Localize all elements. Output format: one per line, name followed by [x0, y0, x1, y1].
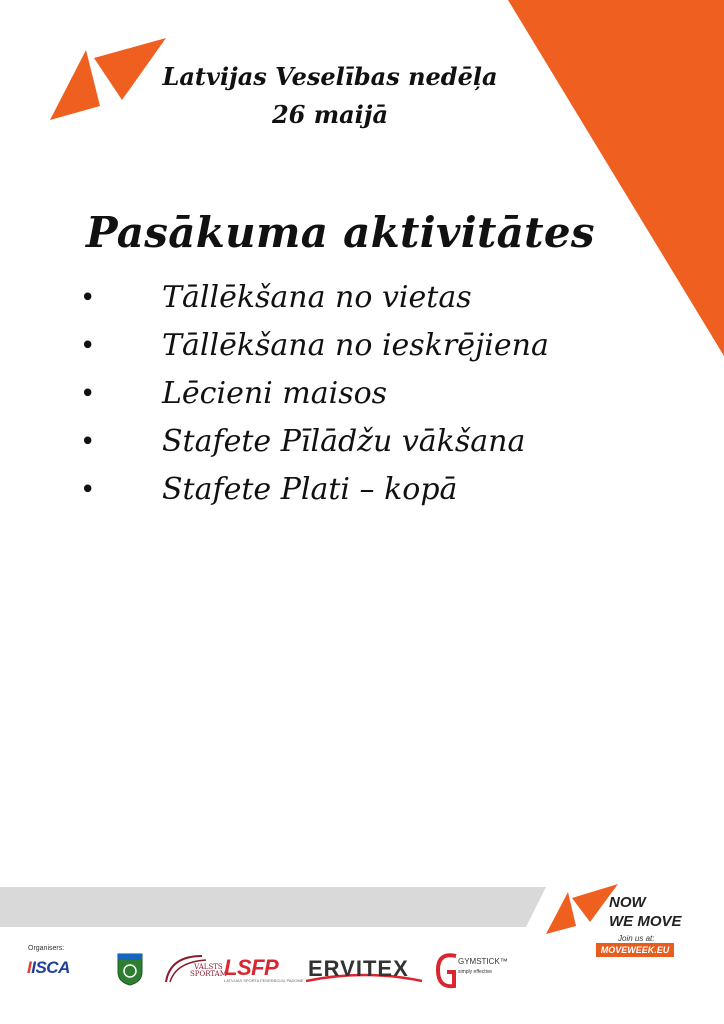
brand-line2: WE MOVE	[609, 913, 682, 930]
page-title: Pasākuma aktivitātes	[86, 208, 595, 257]
activity-label: Lēcieni maisos	[162, 376, 388, 411]
activity-label: Tāllēkšana no vietas	[162, 280, 472, 315]
gymstick-subtitle: simply effective	[458, 969, 493, 975]
lsfp-logo: LSFP	[224, 955, 279, 980]
activity-label: Stafete Pīlādžu vākšana	[162, 424, 526, 459]
shield-logo	[117, 952, 143, 986]
now-we-move-text	[609, 893, 682, 931]
gymstick-text: GYMSTICK™	[458, 957, 508, 966]
bullet: •	[80, 475, 96, 505]
brand-line1: NOW	[609, 894, 646, 911]
gymstick-logo	[458, 957, 508, 977]
valsts-line2: SPORTAM	[190, 970, 227, 978]
move-week-logo	[50, 38, 166, 122]
valsts-sportam-text	[190, 964, 227, 978]
bullet: •	[80, 379, 96, 409]
bullet: •	[80, 331, 96, 361]
ervitex-logo: ERVITEX	[308, 956, 409, 981]
activity-label: Tāllēkšana no ieskrējiena	[162, 328, 549, 363]
isca-text: ISCA	[31, 958, 70, 977]
bullet: •	[80, 283, 96, 313]
event-name: Latvijas Veselības nedēļa	[162, 62, 498, 91]
gymstick-g-icon	[434, 950, 460, 990]
event-date: 26 maijā	[271, 100, 389, 129]
activity-label: Stafete Plati – kopā	[162, 472, 458, 507]
valsts-line1: VALSTS	[194, 963, 223, 971]
now-we-move-logo	[546, 884, 618, 936]
bullet: •	[80, 427, 96, 457]
isca-logo: IISCA	[27, 958, 70, 977]
page-header	[150, 58, 510, 134]
lsfp-subtitle: LATVIJAS SPORTA FEDERĀCIJU PADOME	[224, 978, 304, 983]
moveweek-url-badge[interactable]: MOVEWEEK.EU	[596, 943, 674, 957]
organisers-label: Organisers:	[28, 945, 65, 952]
join-us-label: Join us at:	[618, 934, 655, 943]
